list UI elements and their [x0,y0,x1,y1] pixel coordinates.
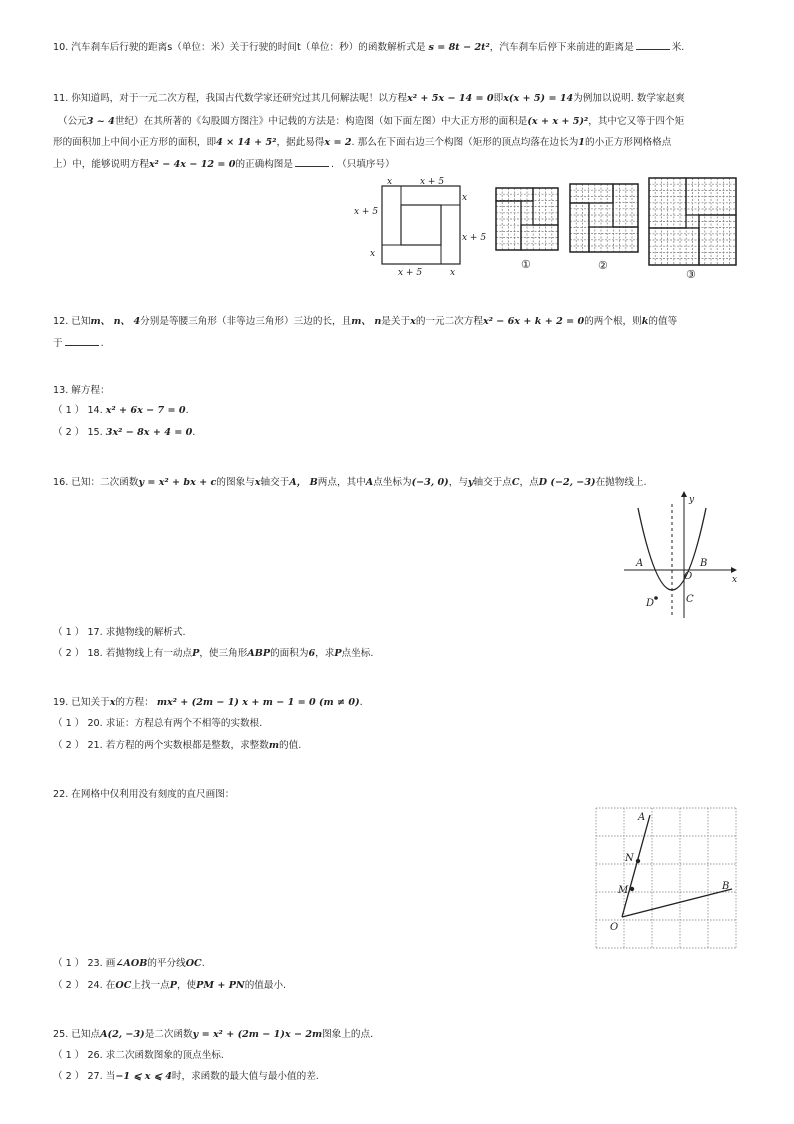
q16-formula: P [192,648,200,659]
label-x-left: x [370,249,376,259]
question-11-line2 [58,115,684,129]
part-tag: （ 1 ） [53,718,85,729]
grid-label-n: N [625,853,634,864]
question-13-title: 13. 解方程： [53,385,110,396]
q12-text: 的一元二次方程 [415,316,483,327]
q13-text: . [185,405,189,416]
q10-text-b: ，汽车刹车后停下来前进的距离是 [489,42,634,53]
q10-answer-blank[interactable] [636,40,670,50]
point-m [630,887,634,891]
q19-text: 21. 若方程的两个实数根都是整数，求整数 [87,740,269,751]
ray-ob [622,889,732,917]
q11-answer-blank[interactable] [295,157,329,167]
q10-formula: s = 8t − 2t² [428,42,490,53]
q25-formula: −1 ⩽ x ⩽ 4 [115,1071,172,1082]
part-tag: （ 2 ） [53,1071,85,1082]
q16-text: 点坐标. [341,648,374,659]
q10-text: 10. 汽车刹车后行驶的距离s（单位：米）关于行驶的时间t（单位：秒）的函数解析式是 [53,42,426,53]
q16-text: 点坐标为 [373,477,412,488]
q25-text: 图象上的点. [322,1029,374,1040]
question-10 [53,40,684,55]
q16-text: 的图象与 [216,477,255,488]
q12-text: 分别是等腰三角形（非等边三角形）三边的长，且 [140,316,352,327]
q11-text: . 那么在下面右边三个构图（矩形的顶点均落在边长为 [351,137,579,148]
q22-formula: PM + PN [196,980,245,991]
q12-formula: m、 n [351,316,382,327]
q16-text: ，使三角形 [199,648,248,659]
q19-text: . [359,697,363,708]
question-19-part2 [53,739,301,753]
part-tag: （ 2 ） [53,740,85,751]
q11-text: 的正确构图是 [235,159,293,170]
grid-figure-3 [647,176,739,280]
question-22-part1 [53,957,205,971]
q22-text: ，使 [176,980,197,991]
q11-formula: 1 [578,137,585,148]
q11-text: （公元 [58,116,87,127]
q25-text: 是二次函数 [144,1029,193,1040]
grid-label-3: ③ [686,268,696,280]
q19-formula: x [109,697,116,708]
part-tag: （ 1 ） [53,627,85,638]
q13-text: . [192,427,196,438]
q16-formula: A， B [289,477,318,488]
q11-text: 上）中，能够说明方程 [53,159,149,170]
q11-formula: x = 2 [324,137,352,148]
q16-text: 16. 已知：二次函数 [53,477,139,488]
graph-label-o: O [684,571,693,582]
parabola-graph [620,490,742,620]
question-22-title: 22. 在网格中仅利用没有刻度的直尺画图： [53,789,235,800]
q19-text: 的值. [279,740,302,751]
q12-text: . [100,338,104,349]
grid-label-b: B [722,881,730,892]
point-d [654,596,658,600]
q11-text: 的小正方形网格格点 [584,137,672,148]
q19-formula: m [268,740,280,751]
q12-formula: x² − 6x + k + 2 = 0 [482,316,585,327]
q16-text: ，点 [519,477,539,488]
q12-formula: m、 n、 4 [90,316,141,327]
q22-formula: OC [115,980,132,991]
q22-formula: P [169,980,177,991]
construction-rect [570,184,613,203]
q16-text: 18. 若抛物线上有一动点 [87,648,193,659]
question-13-part1 [53,404,189,418]
graph-label-y: y [689,495,695,505]
q22-formula: ∠AOB [115,958,148,969]
part-tag: （ 1 ） [53,958,85,969]
angle-grid-figure [594,806,740,952]
question-16-part2 [53,647,373,661]
q12-text: 的值等 [648,316,678,327]
q11-text: ，其中它又等于四个矩 [588,116,685,127]
q11-text: 11. 你知道吗，对于一元二次方程，我国古代数学家还研究过其几何解法呢！以方程 [53,93,408,104]
question-11-line4 [53,157,395,172]
graph-label-d: D [646,598,655,609]
q16-formula: y [467,477,474,488]
q16-formula: P [334,648,342,659]
grid-label-a: A [638,812,646,823]
grid-label-2: ② [598,259,608,272]
q11-text: 即 [493,93,504,104]
q16-formula: x [254,477,261,488]
q25-text: 时，求函数的最大值与最小值的差. [171,1071,319,1082]
grid-figure-1 [494,186,562,272]
q16-formula: D (−2, −3) [538,477,596,488]
label-x-top: x [387,177,393,187]
q12-text: 的两个根，则 [584,316,642,327]
q22-text: . [201,958,205,969]
zhao-shuang-figure [350,172,495,280]
question-16-part1 [53,626,186,640]
q11-formula: x² + 5x − 14 = 0 [407,93,494,104]
grid-label-o: O [610,922,619,933]
question-25-part1 [53,1049,224,1063]
question-25-line1 [53,1028,373,1042]
part-number: 15. [87,427,103,438]
grid-figure-2 [568,182,642,272]
q11-formula: 3 ~ 4 [86,116,115,127]
q19-formula: mx² + (2m − 1) x + m − 1 = 0 (m ≠ 0) [156,697,360,708]
q12-answer-blank[interactable] [65,336,99,346]
question-11-line1 [53,92,685,106]
q16-text: ，与 [448,477,468,488]
construction-rect [570,184,638,252]
q16-formula: ABP [247,648,271,659]
graph-label-x: x [732,575,738,585]
q25-text: 27. 当 [87,1071,116,1082]
q16-text: 两点，其中 [317,477,366,488]
q22-text: 23. 画 [87,958,116,969]
q16-text: 17. 求抛物线的解析式. [87,627,186,638]
q22-text: 24. 在 [87,980,116,991]
graph-label-b: B [700,558,708,569]
q16-formula: (−3, 0) [411,477,449,488]
q11-text: 形的面积加上中间小正方形的面积，即 [53,137,217,148]
part-number: 14. [87,405,103,416]
q16-formula: y = x² + bx + c [138,477,217,488]
question-16-line1 [53,476,647,490]
label-x5-left: x + 5 [354,207,379,217]
grid-label-1: ① [521,258,531,271]
q16-text: 在抛物线上. [595,477,647,488]
part-tag: （ 1 ） [53,405,85,416]
q16-text: ，求 [315,648,335,659]
label-x-bottom: x [450,268,456,278]
q22-text: 的平分线 [147,958,186,969]
q16-text: 轴交于 [260,477,290,488]
q11-text: . （只填序号） [331,159,395,170]
question-11-line3 [53,136,671,150]
part-tag: （ 1 ） [53,1050,85,1061]
label-x-right: x [462,193,468,203]
q16-formula: C [511,477,520,488]
q19-text: 的方程： [115,697,154,708]
label-x5-top: x + 5 [420,177,445,187]
q16-text: 的面积为 [270,648,309,659]
q13-formula: x² + 6x − 7 = 0 [105,405,186,416]
label-x5-right: x + 5 [462,233,487,243]
part-tag: （ 2 ） [53,648,85,659]
q11-text: ，据此易得 [276,137,325,148]
graph-label-a: A [636,558,644,569]
question-22-part2 [53,979,286,993]
label-x5-bottom: x + 5 [398,268,423,278]
q16-text: 轴交于点 [473,477,512,488]
q16-formula: 6 [308,648,316,659]
q11-formula: 4 × 14 + 5² [216,137,277,148]
q19-text: 19. 已知关于 [53,697,110,708]
part-tag: （ 2 ） [53,427,85,438]
question-19-line1 [53,696,363,710]
q11-formula: (x + x + 5)² [527,116,589,127]
q11-formula: x² − 4x − 12 = 0 [148,159,236,170]
q12-formula: k [641,316,649,327]
q22-text: 的值最小. [244,980,287,991]
question-25-part2 [53,1070,319,1084]
question-13-part2 [53,426,195,440]
point-n [636,859,640,863]
q12-text: 12. 已知 [53,316,91,327]
q10-unit: 米. [671,42,685,53]
q25-text: 26. 求二次函数图象的顶点坐标. [87,1050,224,1061]
q12-text: 是关于 [381,316,411,327]
q11-text: 为例加以说明. 数学家赵爽 [573,93,685,104]
question-19-part1 [53,717,262,731]
graph-label-c: C [686,594,694,605]
q25-text: 25. 已知点 [53,1029,101,1040]
question-12-line2 [53,336,104,351]
q12-text: 于 [53,338,63,349]
q22-formula: OC [185,958,202,969]
q25-formula: y = x² + (2m − 1)x − 2m [192,1029,323,1040]
construction-rect [570,203,589,252]
q22-text: 上找一点 [131,980,170,991]
q11-text: 世纪）在其所著的《勾股圆方图注》中记载的方法是：构造图（如下面左图）中大正方形的面积是 [114,116,528,127]
grid-label-m: M [618,885,629,896]
q11-formula: x(x + 5) = 14 [503,93,574,104]
q19-text: 20. 求证：方程总有两个不相等的实数根. [87,718,263,729]
ray-oa [622,815,650,917]
q25-formula: A(2, −3) [100,1029,145,1040]
q13-formula: 3x² − 8x + 4 = 0 [105,427,193,438]
part-tag: （ 2 ） [53,980,85,991]
q12-formula: x [410,316,416,327]
question-12-line1 [53,315,677,329]
q16-formula: A [365,477,374,488]
